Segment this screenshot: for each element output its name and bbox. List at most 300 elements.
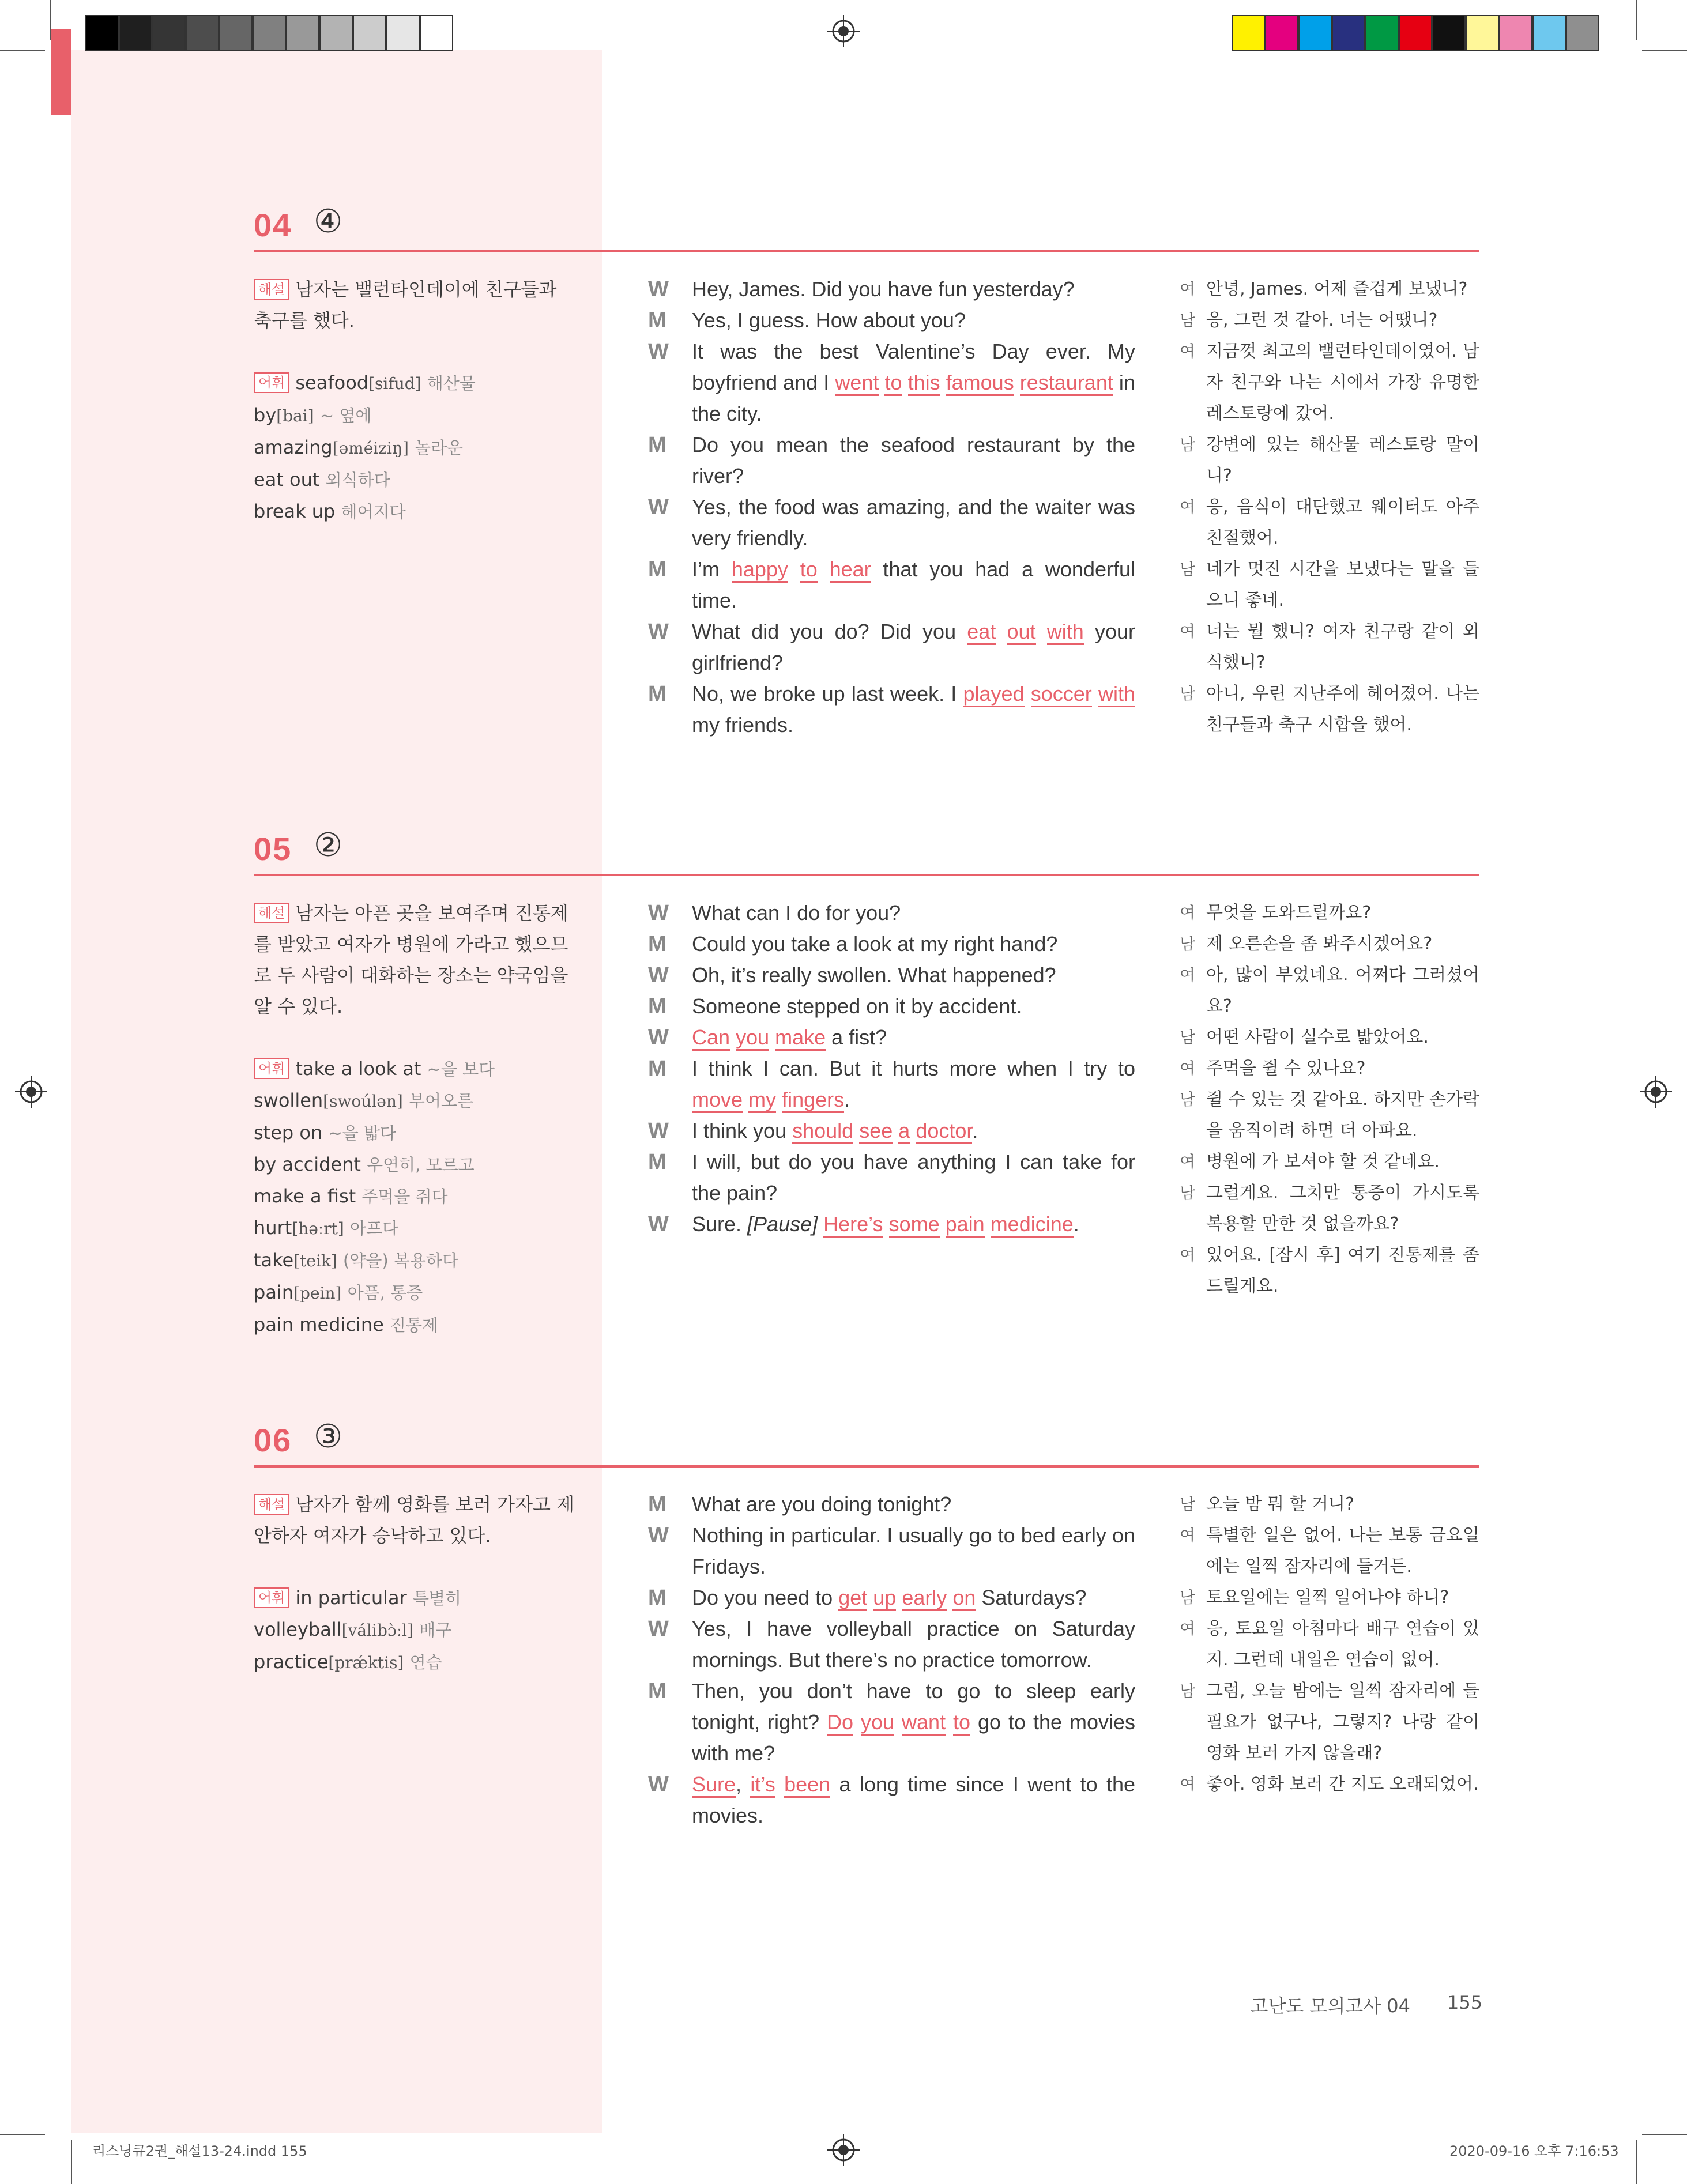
section-header (254, 202, 1479, 252)
dialogue-segment: Then, you don’t have to go to sleep early tonight, right? (692, 1679, 1135, 1734)
speaker-label: 남 (1180, 934, 1196, 953)
dialogue-segment (947, 1586, 952, 1609)
blank-answer: get (838, 1586, 867, 1611)
vocab-item (254, 432, 577, 464)
vocab-word: pain medicine (254, 1314, 384, 1336)
explanation-column (254, 897, 577, 1341)
vocab-word: volleyball (254, 1619, 342, 1640)
crop-mark (50, 0, 51, 40)
answer-mark: ④ (314, 203, 343, 240)
crop-mark (1636, 0, 1637, 40)
blank-answer: medicine (991, 1212, 1074, 1238)
speaker-label: M (648, 433, 666, 457)
speaker-label: 남 (1180, 1681, 1196, 1700)
vocab-word: step on (254, 1122, 323, 1144)
vocab-item (254, 1277, 577, 1309)
dialogue-text (692, 1613, 1135, 1676)
blank-answer: famous (946, 371, 1014, 396)
blank-answer: want (902, 1710, 946, 1736)
dialogue-segment: Hey, James. Did you have fun yesterday? (692, 277, 1075, 301)
speaker-label: 남 (1180, 1183, 1196, 1202)
vocab-pronunciation: [teik] (293, 1251, 337, 1270)
vocab-item (254, 1582, 577, 1614)
color-swatch (1298, 15, 1332, 51)
blank-answer: make (775, 1025, 826, 1051)
vocab-word: swollen (254, 1089, 323, 1111)
vocab-item (254, 464, 577, 496)
translation-line (1180, 1676, 1479, 1769)
speaker-label: 남 (1180, 1588, 1196, 1607)
section-header (254, 825, 1479, 876)
blank-answer: with (1047, 620, 1084, 645)
dialogue-segment (883, 1212, 889, 1236)
speaker-label: 남 (1180, 684, 1196, 703)
dialogue-script (648, 1489, 1135, 1831)
color-swatch (1365, 15, 1399, 51)
blank-answer: eat (967, 620, 996, 645)
dialogue-segment (818, 1212, 823, 1236)
translation-text: 아, 많이 부었네요. 어쩌다 그러셨어요? (1206, 965, 1479, 1016)
speaker-label: 남 (1180, 311, 1196, 330)
vocab-item (254, 1646, 577, 1678)
dialogue-segment: Saturdays? (976, 1586, 1087, 1609)
explanation-badge: 해설 (254, 1494, 289, 1515)
vocab-meaning: 아픔, 통증 (347, 1283, 423, 1303)
dialogue-text (692, 305, 1135, 336)
dialogue-line (648, 305, 1135, 336)
vocab-item (254, 399, 577, 432)
color-swatch (1499, 15, 1532, 51)
vocab-item (254, 1309, 577, 1341)
blank-answer: hear (830, 557, 871, 583)
speaker-label: W (648, 1523, 669, 1548)
vocab-pronunciation: [həːrt] (292, 1219, 344, 1238)
dialogue-segment (940, 1212, 946, 1236)
blank-answer: see (859, 1119, 893, 1144)
dialogue-segment (1014, 371, 1020, 394)
translation-line (1180, 960, 1479, 1022)
dialogue-line (648, 1209, 1135, 1240)
vocab-badge: 어휘 (254, 1587, 289, 1608)
dialogue-segment (776, 1088, 782, 1111)
blank-answer: pain (946, 1212, 985, 1238)
registration-mark-icon (827, 2134, 860, 2166)
speaker-label: M (648, 682, 666, 706)
dialogue-segment (743, 1088, 748, 1111)
dialogue-segment: Someone stepped on it by accident. (692, 994, 1022, 1018)
dialogue-line (648, 274, 1135, 305)
vocab-item (254, 1149, 577, 1180)
explanation-text (254, 897, 577, 1022)
dialogue-segment: my friends. (692, 713, 794, 737)
blank-answer: to (800, 557, 818, 583)
dialogue-text (692, 678, 1135, 741)
blank-answer: my (748, 1088, 776, 1113)
dialogue-line (648, 429, 1135, 492)
translation-text: 강변에 있는 해산물 레스토랑 말이니? (1206, 435, 1479, 486)
blank-answer: doctor (916, 1119, 972, 1144)
dialogue-text (692, 1209, 1135, 1240)
translation-line (1180, 616, 1479, 678)
translation-script (1180, 897, 1479, 1302)
dialogue-line (648, 1146, 1135, 1209)
speaker-label: W (648, 340, 669, 364)
translation-text: 좋아. 영화 보러 간 지도 오래되었어. (1206, 1774, 1479, 1794)
translation-text: 아니, 우린 지난주에 헤어졌어. 나는 친구들과 축구 시합을 했어. (1206, 684, 1479, 735)
speaker-label: M (648, 308, 666, 333)
vocab-pronunciation: [swoúlən] (323, 1092, 403, 1111)
dialogue-segment: What are you doing tonight? (692, 1492, 952, 1516)
dialogue-text (692, 429, 1135, 492)
dialogue-segment: your girlfriend? (692, 620, 1135, 674)
blank-answer: to (953, 1710, 970, 1736)
dialogue-segment (940, 371, 946, 394)
dialogue-segment: Could you take a look at my right hand? (692, 932, 1058, 956)
speaker-label: W (648, 963, 669, 987)
dialogue-text (692, 1146, 1135, 1209)
translation-line (1180, 1022, 1479, 1053)
color-swatch (286, 15, 319, 51)
translation-line (1180, 1582, 1479, 1613)
color-swatch (1566, 15, 1599, 51)
vocab-badge: 어휘 (254, 372, 289, 393)
speaker-label: 여 (1180, 1775, 1196, 1794)
vocab-word: take a look at (295, 1058, 421, 1080)
explanation-badge: 해설 (254, 903, 289, 923)
translation-text: 네가 멋진 시간을 보냈다는 말을 들으니 좋네. (1206, 559, 1479, 610)
speaker-label: 여 (1180, 497, 1196, 516)
vocab-pronunciation: [sifud] (368, 374, 421, 393)
translation-line (1180, 1613, 1479, 1676)
dialogue-segment: What can I do for you? (692, 901, 901, 925)
dialogue-segment (730, 1025, 736, 1049)
color-swatch (152, 15, 186, 51)
registration-mark-icon (15, 1076, 47, 1108)
translation-text: 병원에 가 보셔야 할 것 같네요. (1206, 1152, 1440, 1172)
dialogue-line (648, 616, 1135, 678)
vocab-word: pain (254, 1281, 294, 1303)
dialogue-text (692, 492, 1135, 554)
color-swatch (85, 15, 119, 51)
speaker-label: W (648, 1772, 669, 1797)
translation-line (1180, 1769, 1479, 1800)
translation-text: 특별한 일은 없어. 나는 보통 금요일에는 일찍 잠자리에 들거든. (1206, 1525, 1479, 1576)
dialogue-segment (788, 557, 800, 581)
blank-answer: played (963, 682, 1024, 707)
speaker-label: 여 (1180, 1619, 1196, 1638)
speaker-label: 여 (1180, 965, 1196, 985)
blank-answer: it’s (750, 1772, 775, 1798)
color-swatch (386, 15, 420, 51)
translation-line (1180, 1520, 1479, 1582)
dialogue-segment (894, 1710, 902, 1734)
speaker-label: 여 (1180, 903, 1196, 922)
speaker-label: W (648, 620, 669, 644)
speaker-label: 남 (1180, 1495, 1196, 1514)
translation-line (1180, 1178, 1479, 1240)
translation-line (1180, 1489, 1479, 1520)
translation-line (1180, 305, 1479, 336)
blank-answer: this (908, 371, 940, 396)
dialogue-line (648, 554, 1135, 616)
question-section-06 (254, 1417, 1479, 1993)
translation-line (1180, 1053, 1479, 1084)
dialogue-segment (879, 371, 884, 394)
vocab-item (254, 1614, 577, 1646)
dialogue-segment: I’m (692, 557, 732, 581)
dialogue-segment (769, 1025, 775, 1049)
dialogue-segment: in the city. (692, 371, 1135, 425)
blank-answer: to (884, 371, 902, 396)
vocab-item (254, 1180, 577, 1212)
dialogue-text (692, 897, 1135, 929)
vocab-meaning: 우연히, 모르고 (367, 1155, 475, 1175)
vocab-list (254, 1582, 577, 1678)
dialogue-line (648, 1022, 1135, 1053)
vocab-meaning: 헤어지다 (341, 502, 406, 522)
dialogue-script (648, 897, 1135, 1240)
translation-text: 무엇을 도와드릴까요? (1206, 903, 1372, 923)
dialogue-line (648, 1769, 1135, 1831)
dialogue-line (648, 960, 1135, 991)
vocab-meaning: 부어오른 (408, 1091, 474, 1111)
translation-text: 응, 토요일 아침마다 배구 연습이 있지. 그런데 내일은 연습이 없어. (1206, 1619, 1479, 1670)
dialogue-text (692, 1115, 1135, 1146)
vocab-meaning: ~ 옆에 (319, 406, 372, 425)
dialogue-line (648, 1676, 1135, 1769)
translation-line (1180, 929, 1479, 960)
dialogue-line (648, 1613, 1135, 1676)
blank-answer: Sure (692, 1772, 736, 1798)
dialogue-line (648, 1489, 1135, 1520)
question-number: 04 (254, 207, 292, 243)
vocab-meaning: 배구 (419, 1620, 452, 1640)
speaker-label: M (648, 1679, 666, 1703)
slug-file-name: 리스닝큐2권_해설13-24.indd 155 (92, 2143, 307, 2159)
dialogue-segment (910, 1119, 916, 1142)
vocab-word: take (254, 1249, 294, 1271)
vocab-word: by accident (254, 1153, 361, 1175)
blank-answer: went (835, 371, 879, 396)
speaker-label: W (648, 901, 669, 925)
dialogue-segment: . (844, 1088, 850, 1111)
color-swatch (219, 15, 253, 51)
dialogue-line (648, 492, 1135, 554)
speaker-label: 여 (1180, 342, 1196, 361)
translation-line (1180, 429, 1479, 492)
color-swatch (1432, 15, 1466, 51)
dialogue-segment: No, we broke up last week. I (692, 682, 963, 706)
dialogue-segment (818, 557, 830, 581)
dialogue-segment: . (1073, 1212, 1079, 1236)
dialogue-segment (985, 1212, 991, 1236)
answer-mark: ③ (314, 1418, 343, 1455)
translation-text: 응, 음식이 대단했고 웨이터도 아주 친절했어. (1206, 497, 1479, 548)
speaker-label: W (648, 1212, 669, 1236)
blank-answer: early (902, 1586, 947, 1611)
blank-answer: Here’s (823, 1212, 883, 1238)
dialogue-segment (896, 1586, 902, 1609)
dialogue-segment (853, 1710, 861, 1734)
vocab-meaning: ~을 밟다 (328, 1123, 396, 1143)
vocab-pronunciation: [əméiziŋ] (332, 439, 409, 458)
speaker-label: M (648, 1492, 666, 1517)
translation-line (1180, 1240, 1479, 1302)
vocab-word: amazing (254, 436, 333, 458)
dialogue-segment (996, 620, 1007, 643)
crop-mark (0, 50, 45, 51)
dialogue-segment: Nothing in particular. I usually go to bed early on Fridays. (692, 1523, 1135, 1578)
translation-text: 안녕, James. 어제 즐겁게 보냈니? (1206, 279, 1468, 299)
dialogue-line (648, 1582, 1135, 1613)
dialogue-segment: . (972, 1119, 978, 1142)
dialogue-line (648, 1520, 1135, 1582)
vocab-item (254, 1053, 577, 1085)
speaker-label: M (648, 1586, 666, 1610)
translation-line (1180, 1146, 1479, 1178)
speaker-label: 여 (1180, 1246, 1196, 1265)
translation-text: 주먹을 쥘 수 있나요? (1206, 1058, 1366, 1078)
dialogue-segment (1036, 620, 1047, 643)
translation-line (1180, 274, 1479, 305)
dialogue-segment (775, 1772, 784, 1796)
speaker-label: M (648, 1150, 666, 1174)
vocab-word: hurt (254, 1217, 292, 1239)
speaker-label: M (648, 557, 666, 582)
chapter-tab (51, 29, 71, 115)
dialogue-segment: go to the movies with me? (692, 1710, 1135, 1765)
dialogue-segment: a fist? (826, 1025, 887, 1049)
dialogue-text (692, 554, 1135, 616)
dialogue-segment (1092, 682, 1098, 706)
dialogue-line (648, 929, 1135, 960)
vocab-word: practice (254, 1651, 329, 1673)
question-section-04 (254, 202, 1479, 778)
crop-mark (1636, 2140, 1637, 2184)
blank-answer: should (792, 1119, 853, 1144)
dialogue-segment: Sure. (692, 1212, 748, 1236)
vocab-item (254, 1212, 577, 1244)
speaker-label: W (648, 1617, 669, 1641)
registration-mark-icon (827, 15, 860, 47)
section-header (254, 1417, 1479, 1468)
dialogue-text (692, 1489, 1135, 1520)
dialogue-text (692, 336, 1135, 429)
translation-script (1180, 1489, 1479, 1800)
explanation-badge: 해설 (254, 279, 289, 300)
color-swatch (253, 15, 286, 51)
vocab-item (254, 496, 577, 527)
explanation-body: 남자는 아픈 곳을 보여주며 진통제를 받았고 여자가 병원에 가라고 했으므로 두 사람이 대화하는 장소는 약국임을 알 수 있다. (254, 902, 568, 1017)
dialogue-text (692, 274, 1135, 305)
vocab-meaning: 놀라운 (415, 438, 464, 458)
translation-text: 그럼, 오늘 밤에는 일찍 잠자리에 들 필요가 없구나, 그렇지? 나랑 같이 영화 보러 가지 않을래? (1206, 1681, 1479, 1763)
color-swatch (1399, 15, 1432, 51)
explanation-column (254, 274, 577, 527)
dialogue-segment: Oh, it’s really swollen. What happened? (692, 963, 1056, 987)
translation-line (1180, 1084, 1479, 1146)
dialogue-segment (893, 1119, 898, 1142)
vocab-word: in particular (295, 1587, 407, 1609)
dialogue-line (648, 991, 1135, 1022)
translation-line (1180, 554, 1479, 616)
blank-answer: Can (692, 1025, 730, 1051)
dialogue-text (692, 1582, 1135, 1613)
dialogue-line (648, 336, 1135, 429)
translation-script (1180, 274, 1479, 741)
translation-line (1180, 678, 1479, 741)
color-swatch (1265, 15, 1298, 51)
vocab-list (254, 367, 577, 527)
dialogue-segment: I think I can. But it hurts more when I try to (692, 1057, 1135, 1080)
translation-line (1180, 336, 1479, 429)
dialogue-text (692, 1053, 1135, 1115)
vocab-pronunciation: [prǽktis] (328, 1653, 404, 1672)
dialogue-segment: that you had a wonderful time. (692, 557, 1135, 612)
dialogue-segment (853, 1119, 859, 1142)
translation-text: 오늘 밤 뭐 할 거니? (1206, 1494, 1354, 1514)
dialogue-text (692, 616, 1135, 678)
vocab-meaning: 주먹을 쥐다 (362, 1187, 448, 1206)
registration-mark-icon (1640, 1076, 1672, 1108)
vocab-item (254, 1244, 577, 1277)
vocab-pronunciation: [válibɔ̀ːl] (341, 1621, 413, 1640)
speaker-label: 남 (1180, 1090, 1196, 1109)
translation-text: 제 오른손을 좀 봐주시겠어요? (1206, 934, 1433, 954)
blank-answer: you (861, 1710, 894, 1736)
dialogue-segment: Yes, I have volleyball practice on Saturday mornings. But there’s no practice tomorrow. (692, 1617, 1135, 1672)
dialogue-segment: [Pause] (747, 1212, 818, 1236)
vocab-word: by (254, 404, 277, 426)
dialogue-segment: What did you do? Did you (692, 620, 967, 643)
dialogue-segment (867, 1586, 873, 1609)
translation-text: 쥘 수 있는 것 같아요. 하지만 손가락을 움직이려 하면 더 아파요. (1206, 1089, 1479, 1141)
blank-answer: with (1098, 682, 1135, 707)
dialogue-text (692, 991, 1135, 1022)
question-number: 05 (254, 831, 292, 867)
blank-answer: Do (827, 1710, 853, 1736)
dialogue-segment: , (736, 1772, 751, 1796)
dialogue-text (692, 929, 1135, 960)
translation-text: 지금껏 최고의 밸런타인데이였어. 남자 친구와 나는 시에서 가장 유명한 레스토랑에 갔어. (1206, 341, 1479, 424)
color-swatch (319, 15, 353, 51)
blank-answer: restaurant (1020, 371, 1113, 396)
speaker-label: M (648, 932, 666, 956)
question-number: 06 (254, 1422, 292, 1458)
vocab-meaning: ~을 보다 (427, 1059, 495, 1079)
blank-answer: out (1007, 620, 1036, 645)
vocab-item (254, 367, 577, 399)
translation-line (1180, 897, 1479, 929)
vocab-item (254, 1085, 577, 1117)
blank-answer: a (898, 1119, 910, 1144)
explanation-column (254, 1489, 577, 1678)
dialogue-segment: a long time since I went to the movies. (692, 1772, 1135, 1827)
translation-line (1180, 492, 1479, 554)
dialogue-segment: It was the best Valentine’s Day ever. My boyfriend and I (692, 340, 1135, 394)
color-swatch (420, 15, 453, 51)
color-swatch (1332, 15, 1365, 51)
speaker-label: 여 (1180, 622, 1196, 641)
dialogue-text (692, 960, 1135, 991)
blank-answer: up (873, 1586, 896, 1611)
answer-mark: ② (314, 827, 343, 864)
dialogue-text (692, 1520, 1135, 1582)
question-section-05 (254, 825, 1479, 1402)
dialogue-segment (902, 371, 907, 394)
speaker-label: 여 (1180, 1152, 1196, 1171)
slug-date: 2020-09-16 오후 7:16:53 (1449, 2143, 1619, 2159)
